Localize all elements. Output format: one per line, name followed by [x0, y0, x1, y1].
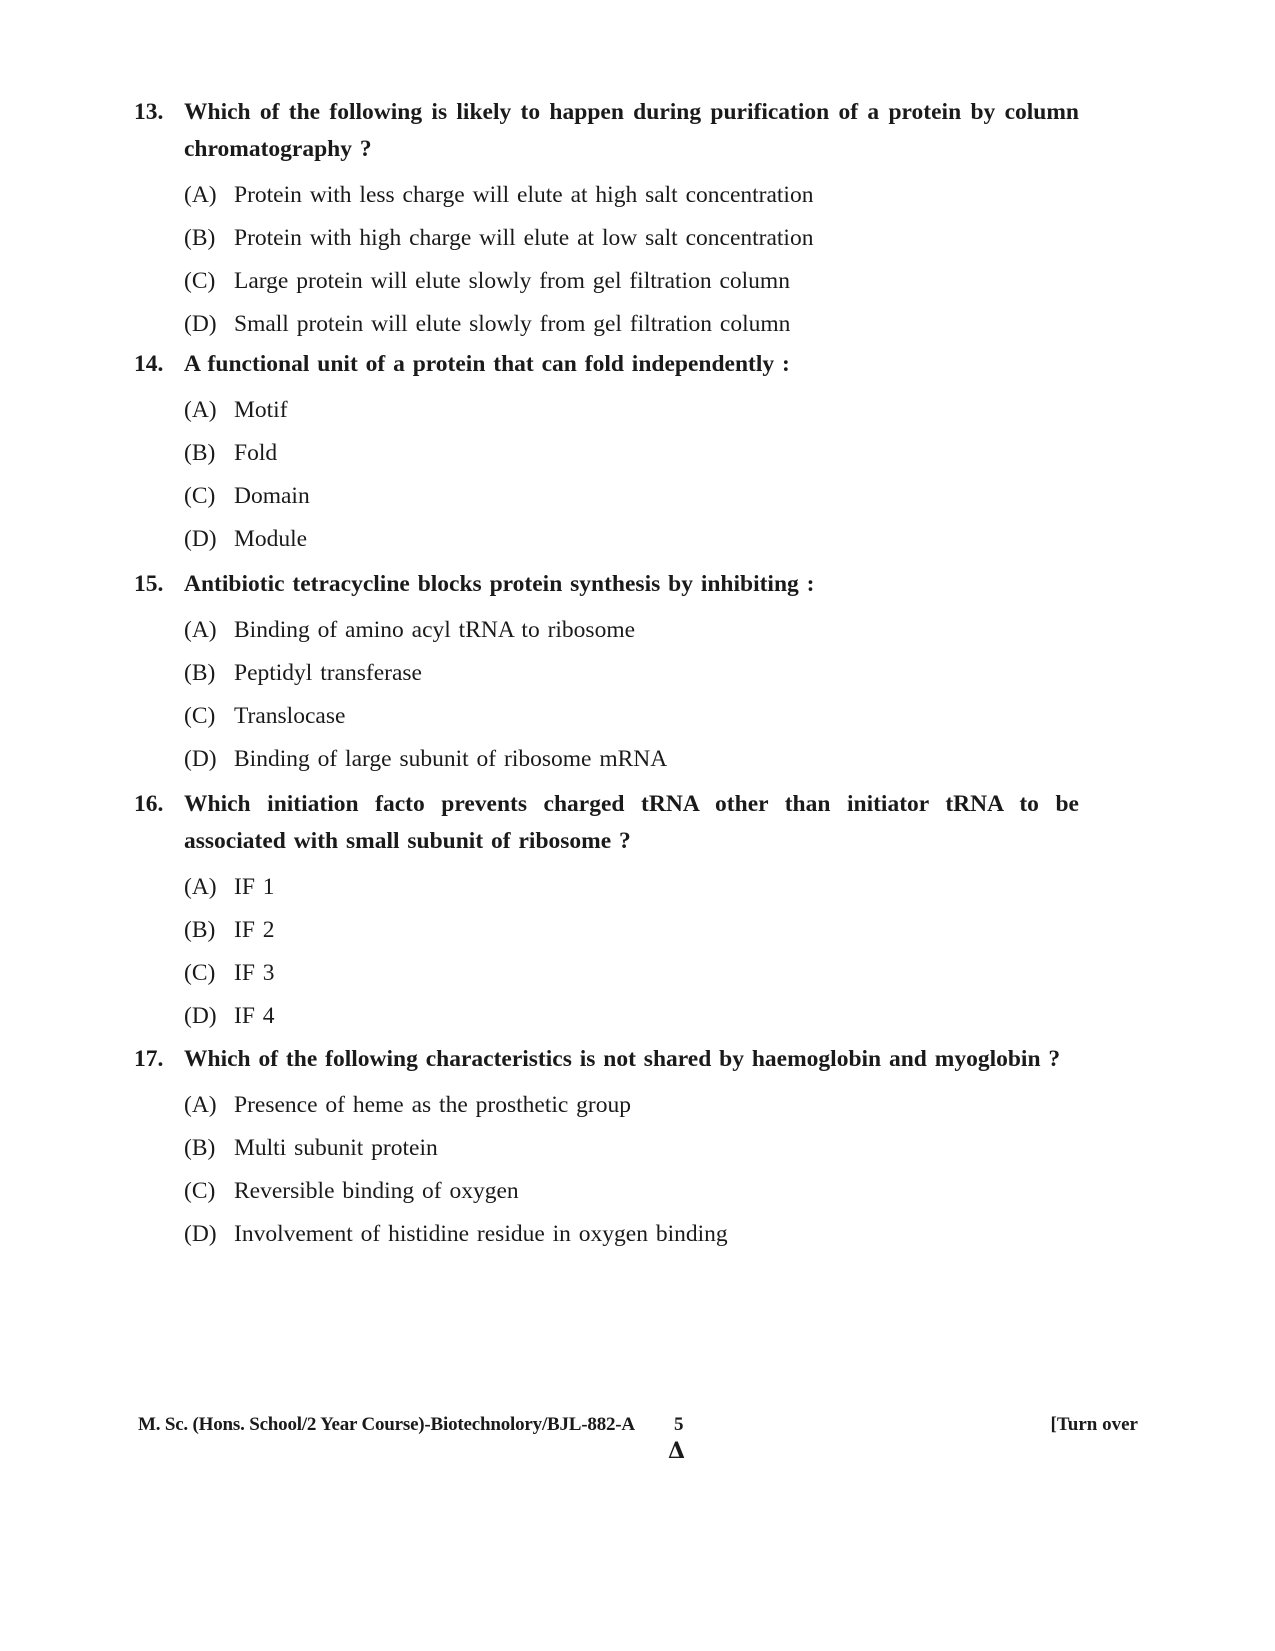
option-d	[184, 995, 1079, 1038]
question-text: Antibiotic tetracycline blocks protein synthesis by inhibiting :	[184, 571, 815, 597]
option-label: (C)	[184, 268, 216, 294]
option-label: (A)	[184, 1092, 217, 1118]
option-a	[184, 866, 1079, 909]
question-number: 13.	[134, 99, 164, 125]
option-list	[184, 609, 1079, 781]
option-label: (D)	[184, 1221, 217, 1247]
option-label: (C)	[184, 703, 216, 729]
question-13	[134, 94, 1079, 346]
option-text: Translocase	[234, 703, 346, 729]
option-text: Binding of amino acyl tRNA to ribosome	[234, 617, 636, 643]
option-d	[184, 1213, 1079, 1256]
course-code: M. Sc. (Hons. School/2 Year Course)-Biotechnolory/BJL-882-A	[138, 1414, 635, 1435]
option-b	[184, 217, 1079, 260]
question-16	[134, 786, 1079, 1038]
option-d	[184, 738, 1079, 781]
option-label: (D)	[184, 746, 217, 772]
question-text: A functional unit of a protein that can fold independently :	[184, 351, 790, 377]
option-label: (A)	[184, 182, 217, 208]
option-text: IF 2	[234, 917, 275, 943]
option-label: (B)	[184, 1135, 216, 1161]
turn-over-note: [Turn over	[1050, 1414, 1138, 1435]
question-number: 17.	[134, 1046, 164, 1072]
option-text: Large protein will elute slowly from gel filtration column	[234, 268, 790, 294]
option-text: Fold	[234, 440, 278, 466]
option-b	[184, 909, 1079, 952]
question-17	[134, 1041, 1079, 1256]
option-a	[184, 174, 1079, 217]
option-text: IF 4	[234, 1003, 275, 1029]
option-text: Domain	[234, 483, 310, 509]
option-label: (C)	[184, 1178, 216, 1204]
option-label: (D)	[184, 311, 217, 337]
option-a	[184, 1084, 1079, 1127]
option-label: (A)	[184, 617, 217, 643]
option-text: Reversible binding of oxygen	[234, 1178, 519, 1204]
question-number: 15.	[134, 571, 164, 597]
option-c	[184, 695, 1079, 738]
option-label: (A)	[184, 874, 217, 900]
option-text: Protein with less charge will elute at high salt concentration	[234, 182, 814, 208]
option-list	[184, 174, 1079, 346]
option-text: IF 3	[234, 960, 275, 986]
option-text: Involvement of histidine residue in oxygen binding	[234, 1221, 728, 1247]
option-c	[184, 475, 1079, 518]
option-label: (B)	[184, 660, 216, 686]
option-label: (D)	[184, 1003, 217, 1029]
option-label: (C)	[184, 960, 216, 986]
option-c	[184, 952, 1079, 995]
question-number: 14.	[134, 351, 164, 377]
option-text: Multi subunit protein	[234, 1135, 438, 1161]
question-text: Which of the following characteristics is not shared by haemoglobin and myoglobin ?	[184, 1046, 1061, 1072]
option-list	[184, 389, 1079, 561]
option-label: (A)	[184, 397, 217, 423]
question-15	[134, 566, 1079, 781]
option-list	[184, 1084, 1079, 1256]
option-text: Peptidyl transferase	[234, 660, 422, 686]
option-b	[184, 652, 1079, 695]
option-a	[184, 389, 1079, 432]
page-number: 5	[674, 1414, 684, 1435]
option-text: Motif	[234, 397, 288, 423]
option-list	[184, 866, 1079, 1038]
option-label: (B)	[184, 225, 216, 251]
page-footer	[138, 1414, 1138, 1444]
question-number: 16.	[134, 791, 164, 817]
question-14	[134, 346, 1079, 561]
option-c	[184, 260, 1079, 303]
option-label: (D)	[184, 526, 217, 552]
option-text: Small protein will elute slowly from gel filtration column	[234, 311, 791, 337]
option-text: Protein with high charge will elute at low salt concentration	[234, 225, 814, 251]
option-d	[184, 518, 1079, 561]
option-b	[184, 432, 1079, 475]
option-c	[184, 1170, 1079, 1213]
option-label: (B)	[184, 440, 216, 466]
question-text: Which initiation facto prevents charged tRNA other than initiator tRNA to be associated with small subunit of ribosome ?	[184, 791, 1079, 854]
option-b	[184, 1127, 1079, 1170]
option-a	[184, 609, 1079, 652]
question-text: Which of the following is likely to happen during purification of a protein by column chromatography ?	[184, 99, 1079, 162]
option-label: (C)	[184, 483, 216, 509]
option-text: Binding of large subunit of ribosome mRNA	[234, 746, 668, 772]
option-d	[184, 303, 1079, 346]
option-text: IF 1	[234, 874, 275, 900]
delta-symbol: Δ	[668, 1438, 686, 1464]
option-text: Module	[234, 526, 308, 552]
option-label: (B)	[184, 917, 216, 943]
option-text: Presence of heme as the prosthetic group	[234, 1092, 632, 1118]
